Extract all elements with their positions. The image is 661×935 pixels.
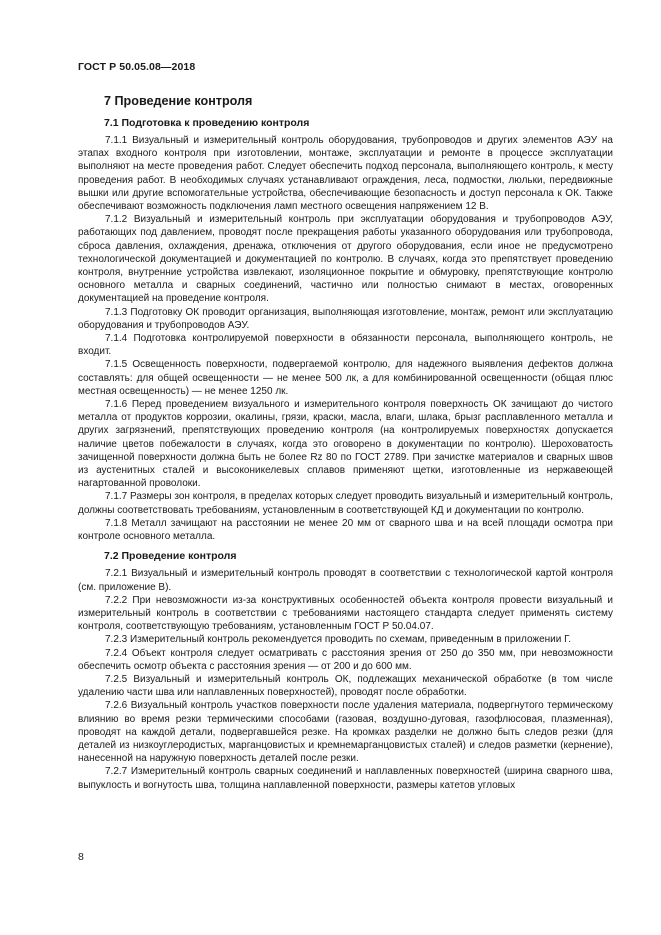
paragraph-7-2-4: 7.2.4 Объект контроля следует осматривать с расстояния зрения от 250 до 350 мм, при невозможности обеспечить осмотр объекта с расстояния зрения — от 200 и до 600 мм. <box>78 647 613 672</box>
paragraph-7-1-1: 7.1.1 Визуальный и измерительный контроль оборудования, трубопроводов и других элементов АЭУ на этапах входного контроля при изготовлении, монтаже, эксплуатации и ремонте в процессе эксплуатации выполняют на месте проведения работ. Следует обеспечить подход персонала, выполняющего контроль, к месту проведения работ. В необходимых случаях устанавливают ограждения, леса, подмостки, люльки, передвижные вышки или другие вспомогательные устройства, обеспечивающие безопасность и доступ персонала к ОК. Также обеспечивают возможность подключения ламп местного освещения напряжением 12 В. <box>78 135 613 213</box>
paragraph-7-2-6: 7.2.6 Визуальный контроль участков поверхности после удаления материала, подвергнутого термическому влиянию во время резки термическими способами (газовая, воздушно-дуговая, газофлюсовая, плазменная), проводят на каждой детали, подвергавшейся резке. На кромках разделки не должно быть следов резки (для деталей из низкоуглеродистых, марганцовистых и кремнемарганцовистых сталей) и следов разметки (кернение), нанесенной на наружную поверхность деталей после резки. <box>78 700 613 765</box>
paragraph-7-2-2: 7.2.2 При невозможности из-за конструктивных особенностей объекта контроля провести визуальный и измерительный контроль в соответствии с требованиями настоящего стандарта следует применять систему контроля, соответствующую требованиям, установленным ГОСТ Р 50.04.07. <box>78 594 613 633</box>
subsection-title-preparation: 7.1 Подготовка к проведению контроля <box>104 117 310 129</box>
paragraph-7-2-7: 7.2.7 Измерительный контроль сварных соединений и наплавленных поверхностей (ширина сварного шва, выпуклость и вогнутость шва, толщина наплавленной поверхности, размеры катетов угловых <box>78 766 613 791</box>
paragraph-7-2-3: 7.2.3 Измерительный контроль рекомендуется проводить по схемам, приведенным в приложении Г. <box>105 634 572 646</box>
paragraph-7-1-3: 7.1.3 Подготовку ОК проводит организация, выполняющая изготовление, монтаж, ремонт или эксплуатацию оборудования и трубопроводов АЭУ. <box>78 306 613 331</box>
paragraph-7-1-5: 7.1.5 Освещенность поверхности, подвергаемой контролю, для надежного выявления дефектов должна составлять: для общей освещенности — не менее 500 лк, а для комбинированной освещенности (общая плюс местная освещенность) — не менее 1250 лк. <box>78 359 613 397</box>
section-title: 7 Проведение контроля <box>104 94 253 108</box>
paragraph-7-2-5: 7.2.5 Визуальный и измерительный контроль ОК, подлежащих механической обработке (в том числе удалению части шва или наплавленных поверхностей), проводят после обработки. <box>78 673 613 699</box>
paragraph-7-2-1: 7.2.1 Визуальный и измерительный контроль проводят в соответствии с технологической картой контроля (см. приложение В). <box>78 568 613 593</box>
page-header: ГОСТ Р 50.05.08—2018 <box>78 61 196 73</box>
subsection-title-inspection: 7.2 Проведение контроля <box>104 550 237 563</box>
paragraph-7-1-6: 7.1.6 Перед проведением визуального и измерительного контроля поверхность ОК зачищают до чистого металла от продуктов коррозии, окалины, грязи, краски, масла, влаги, шлака, брызг расплавленного металла и других загрязнений, препятствующих проведению контроля (на контролируемых поверхностях допускается наличие цветов побежалости в случаях, когда это оговорено в документации по контролю). Шероховатость зачищенной поверхности должна быть не более Rz 80 по ГОСТ 2789. При зачистке материалов и сварных швов из аустенитных сталей и высоконикелевых сплавов применяют щетки, изготовленные из нержавеющей нагартованной проволоки. <box>78 399 613 490</box>
paragraph-7-1-2: 7.1.2 Визуальный и измерительный контроль при эксплуатации оборудования и трубопроводов АЭУ, работающих под давлением, проводят после прекращения работы указанного оборудования или трубопровода, сброса давления, охлаждения, дренажа, отключения от другого оборудования, если иное не предусмотрено технологической документацией и документацией по контролю. В случаях, когда это препятствует проведению контроля, внутренние устройства извлекают, изоляционное покрытие и обмуровку, препятствующие контролю основного металла и сварных соединений, частично или полностью снимают в местах, оговоренных документацией на проведение контроля. <box>78 214 613 305</box>
paragraph-7-1-7: 7.1.7 Размеры зон контроля, в пределах которых следует проводить визуальный и измерительный контроль, должны соответствовать требованиям, установленным в соответствующей КД и документации по контролю. <box>78 491 613 516</box>
paragraph-7-1-8: 7.1.8 Металл зачищают на расстоянии не менее 20 мм от сварного шва и на всей площади осмотра при контроле основного металла. <box>78 517 613 543</box>
document-body <box>78 94 613 792</box>
page-number: 8 <box>78 851 84 863</box>
paragraph-7-1-4: 7.1.4 Подготовка контролируемой поверхности в обязанности персонала, выполняющего контроль, не входит. <box>78 333 613 358</box>
